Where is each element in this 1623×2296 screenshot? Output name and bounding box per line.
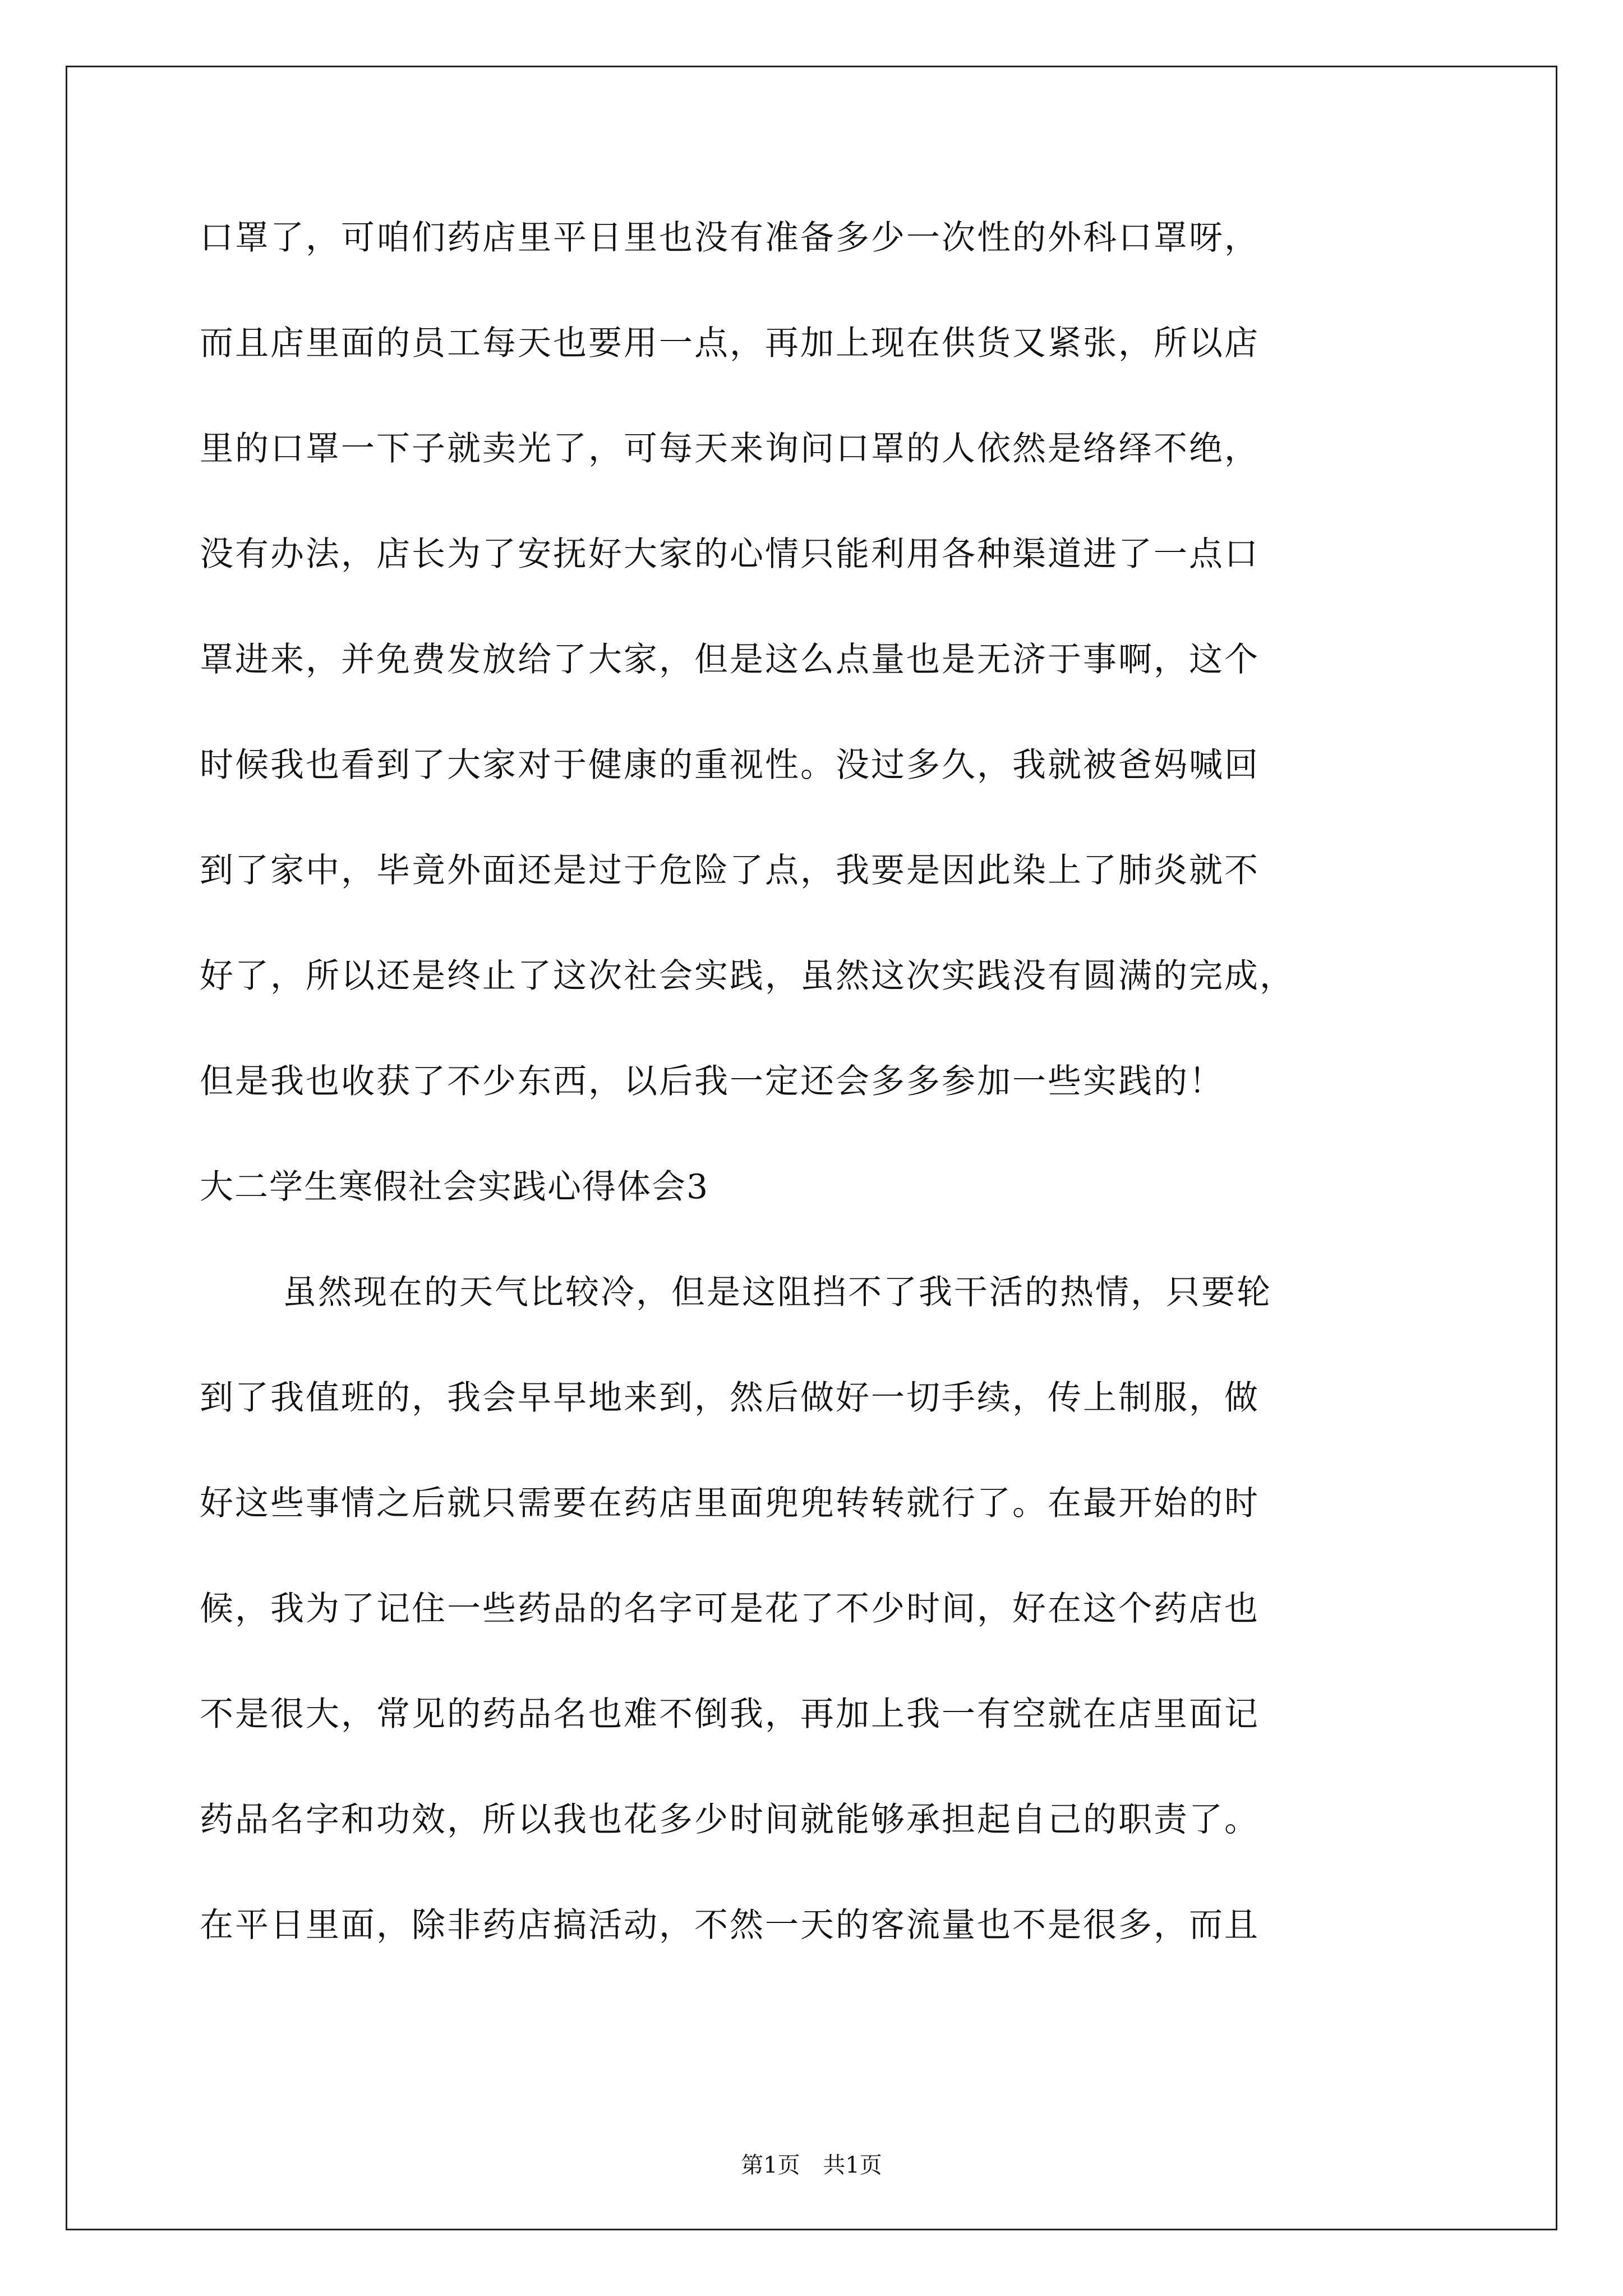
paragraph-line: 在平日里面，除非药店搞活动，不然一天的客流量也不是很多，而且 xyxy=(200,1906,1260,1945)
paragraph-line: 药品名字和功效，所以我也花多少时间就能够承担起自己的职责了。 xyxy=(200,1800,1260,1839)
section-heading: 大二学生寒假社会实践心得体会3 xyxy=(200,1167,709,1207)
paragraph-line: 但是我也收获了不少东西，以后我一定还会多多参加一些实践的！ xyxy=(200,1062,1224,1101)
paragraph-line: 到了我值班的，我会早早地来到，然后做好一切手续，传上制服，做 xyxy=(200,1378,1260,1418)
paragraph-line: 好这些事情之后就只需要在药店里面兜兜转转就行了。在最开始的时 xyxy=(200,1484,1260,1523)
paragraph-line: 好了，所以还是终止了这次社会实践，虽然这次实践没有圆满的完成， xyxy=(200,956,1295,996)
paragraph-line: 候，我为了记住一些药品的名字可是花了不少时间，好在这个药店也 xyxy=(200,1589,1260,1628)
page-number-current: 第1页 xyxy=(741,2152,800,2178)
paragraph-line: 里的口罩一下子就卖光了，可每天来询问口罩的人依然是络绎不绝， xyxy=(200,429,1260,468)
paragraph-line: 罩进来，并免费发放给了大家，但是这么点量也是无济于事啊，这个 xyxy=(200,640,1260,679)
paragraph-line: 而且店里面的员工每天也要用一点，再加上现在供货又紧张，所以店 xyxy=(200,324,1260,363)
page-footer xyxy=(0,2150,1623,2181)
paragraph-line: 时候我也看到了大家对于健康的重视性。没过多久，我就被爸妈喊回 xyxy=(200,746,1260,785)
paragraph-line: 口罩了，可咱们药店里平日里也没有准备多少一次性的外科口罩呀， xyxy=(200,218,1260,257)
paragraph-line: 不是很大，常见的药品名也难不倒我，再加上我一有空就在店里面记 xyxy=(200,1695,1260,1734)
paragraph-line: 没有办法，店长为了安抚好大家的心情只能利用各种渠道进了一点口 xyxy=(200,535,1260,574)
document-body xyxy=(200,185,1484,1978)
paragraph-line: 到了家中，毕竟外面还是过于危险了点，我要是因此染上了肺炎就不 xyxy=(200,851,1260,890)
page-number-total: 共1页 xyxy=(823,2152,882,2178)
paragraph-first-line: 虽然现在的天气比较冷，但是这阻挡不了我干活的热情，只要轮 xyxy=(283,1273,1272,1312)
